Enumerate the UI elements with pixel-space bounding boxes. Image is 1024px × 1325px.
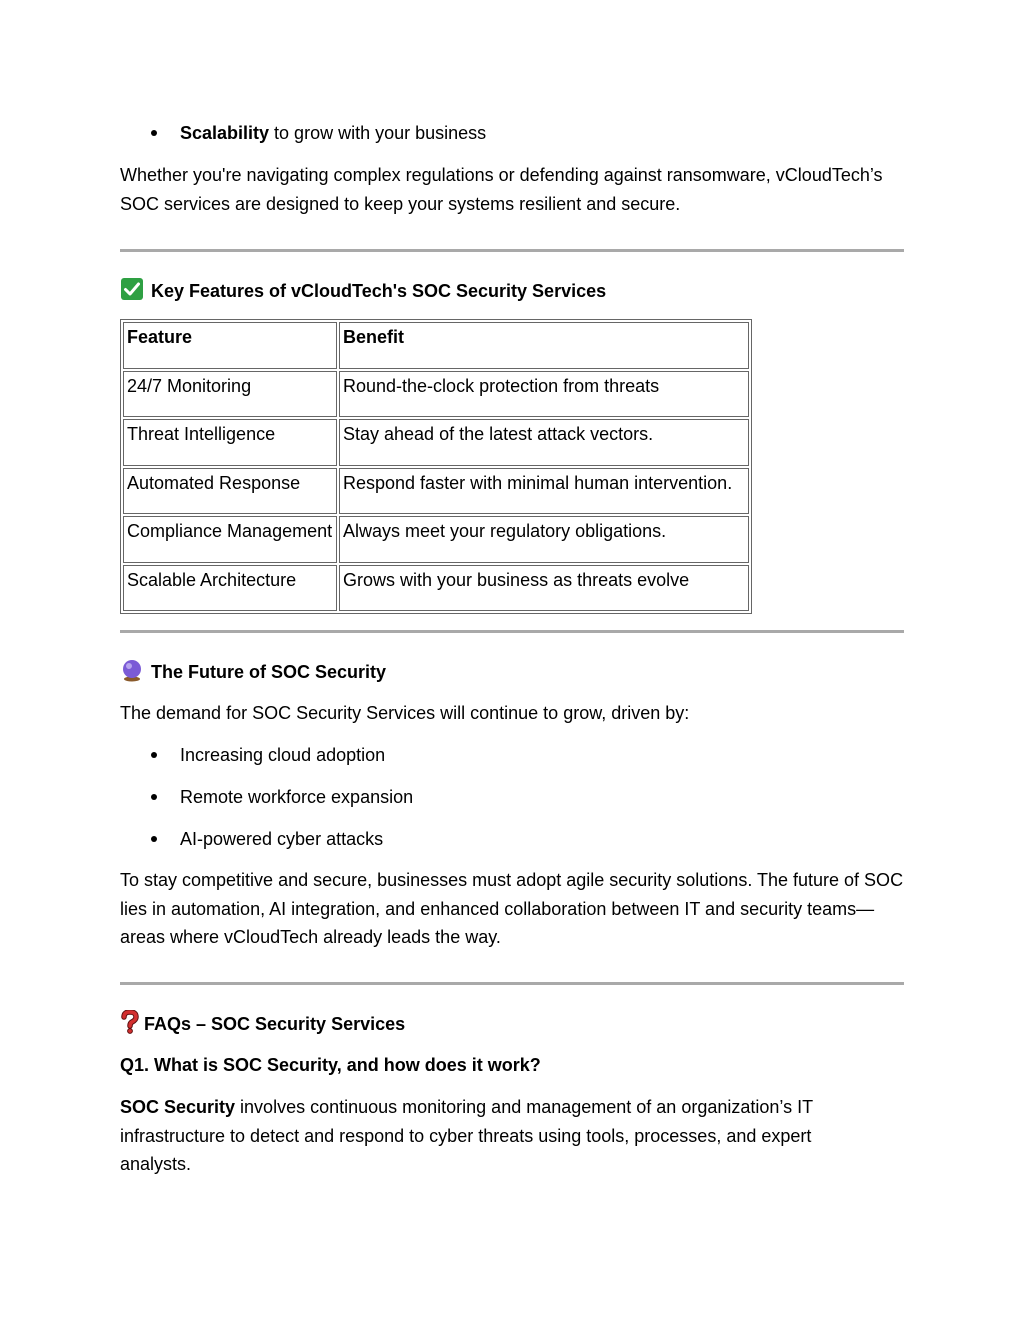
- table-cell: Respond faster with minimal human intervention.: [339, 468, 749, 515]
- table-row: [123, 516, 749, 563]
- table-cell: 24/7 Monitoring: [123, 371, 337, 418]
- check-mark-icon: [120, 277, 144, 306]
- bullet-dot: [151, 752, 157, 758]
- future-closing-paragraph: To stay competitive and secure, businesses must adopt agile security solutions. The future of SOC lies in automation, AI integration, and enhanced collaboration between IT and security teams—areas where vCloudTech already leads the way.: [120, 870, 904, 947]
- faq-answer-bold: SOC Security: [120, 1097, 236, 1117]
- table-cell: Grows with your business as threats evolve: [339, 565, 749, 612]
- faq-heading: [120, 1010, 405, 1039]
- future-intro: The demand for SOC Security Services will continue to grow, driven by:: [120, 703, 690, 723]
- faq-heading-text: FAQs – SOC Security Services: [144, 1014, 406, 1034]
- crystal-ball-icon: [120, 658, 144, 687]
- features-heading-text: Key Features of vCloudTech's SOC Security Services: [151, 281, 607, 301]
- list-item: [180, 121, 486, 145]
- bullet-dot: [151, 130, 157, 136]
- faq-question: Q1. What is SOC Security, and how does it work?: [120, 1055, 541, 1075]
- table-cell: Stay ahead of the latest attack vectors.: [339, 419, 749, 466]
- bullet-text: to grow with your business: [269, 123, 487, 143]
- table-cell: Always meet your regulatory obligations.: [339, 516, 749, 563]
- list-item: [180, 827, 383, 851]
- table-header-cell: Feature: [123, 322, 337, 369]
- faq-answer: [120, 1093, 880, 1179]
- table-cell: Scalable Architecture: [123, 565, 337, 612]
- question-mark-icon: [120, 1010, 140, 1039]
- table-cell: Round-the-clock protection from threats: [339, 371, 749, 418]
- future-heading: [120, 658, 386, 687]
- features-heading: [120, 277, 606, 306]
- faq-answer-text: involves continuous monitoring and management of an organization’s IT infrastructure to detect and respond to cyber threats using tools, processes, and expert analysts.: [120, 1097, 813, 1174]
- section-divider: [120, 982, 904, 985]
- section-divider: [120, 249, 904, 252]
- bullet-dot: [151, 794, 157, 800]
- table-cell: Threat Intelligence: [123, 419, 337, 466]
- future-heading-text: The Future of SOC Security: [151, 662, 387, 682]
- bullet-dot: [151, 836, 157, 842]
- section-divider: [120, 630, 904, 633]
- bullet-text: Remote workforce expansion: [180, 787, 414, 807]
- list-item: [180, 785, 413, 809]
- table-header-cell: Benefit: [339, 322, 749, 369]
- features-table: [120, 319, 752, 614]
- table-row: [123, 371, 749, 418]
- intro-paragraph: Whether you're navigating complex regulations or defending against ransomware, vCloudTech’s SOC services are designed to keep your systems resilient and secure.: [120, 165, 883, 214]
- list-item: [180, 743, 385, 767]
- bullet-bold-term: Scalability: [180, 123, 270, 143]
- table-row: [123, 419, 749, 466]
- bullet-text: AI-powered cyber attacks: [180, 829, 384, 849]
- table-cell: Compliance Management: [123, 516, 337, 563]
- table-row: [123, 565, 749, 612]
- bullet-text: Increasing cloud adoption: [180, 745, 386, 765]
- table-row: [123, 468, 749, 515]
- table-header-row: [123, 322, 749, 369]
- table-cell: Automated Response: [123, 468, 337, 515]
